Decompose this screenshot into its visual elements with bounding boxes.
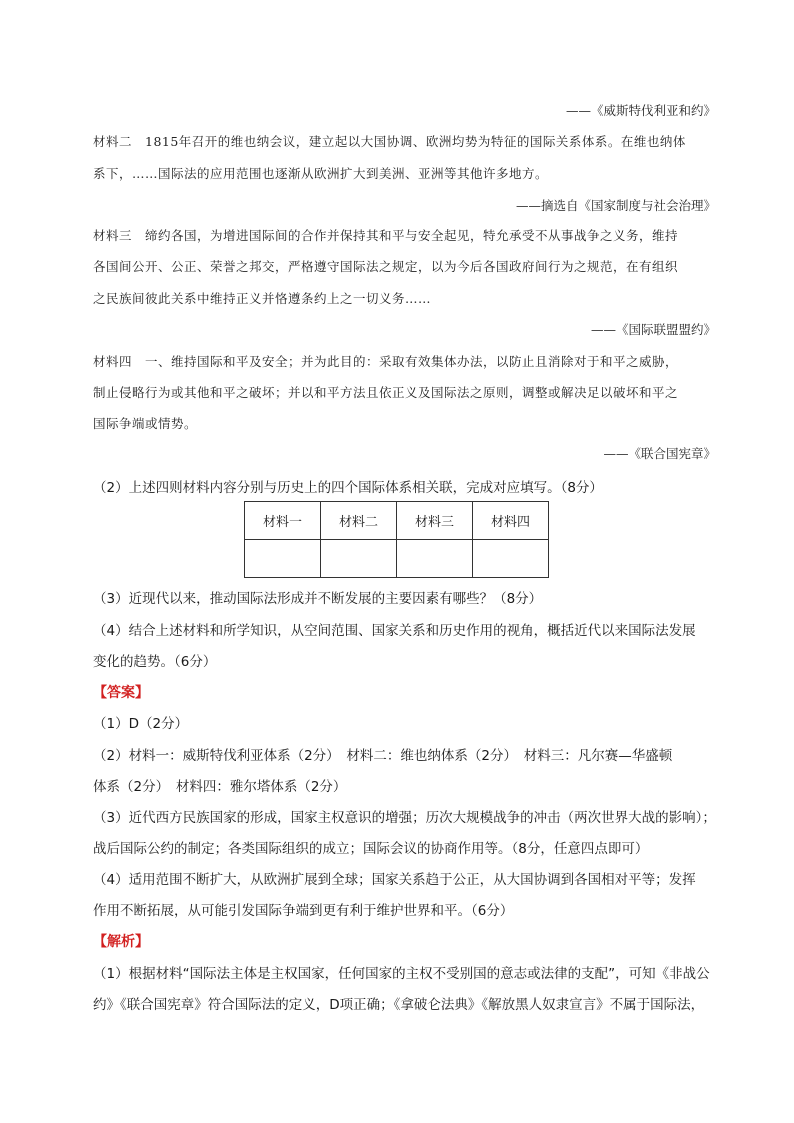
blank-cell[interactable] [245,540,321,578]
table-blank-row [245,540,549,578]
analysis-line1: （1）根据材料“国际法主体是主权国家，任何国家的主权不受别国的意志或法律的支配”，可知《非战公 [93,966,710,982]
answer-fill-table [244,501,549,578]
material2-line1: 材料二 1815年召开的维也纳会议，建立起以大国协调、欧洲均势为特征的国际关系体系。在维也纳体 [93,134,686,149]
question-4-line1: （4）结合上述材料和所学知识，从空间范围、国家关系和历史作用的视角，概括近代以来国际法发展 [93,623,696,639]
answer-4-line2: 作用不断拓展，从可能引发国际争端到更有利于维护世界和平。（6分） [93,903,514,919]
material3-source: ——《国际联盟盟约》 [590,322,716,337]
question-3: （3）近现代以来，推动国际法形成并不断发展的主要因素有哪些？（8分） [93,591,543,607]
table-header-cell: 材料三 [397,502,473,540]
answer-4-line1: （4）适用范围不断扩大，从欧洲扩展到全球；国家关系趋于公正，从大国协调到各国相对平等；发挥 [93,872,696,888]
answer-1: （1）D（2分） [93,716,189,732]
material3-line1: 材料三 缔约各国，为增进国际间的合作并保持其和平与安全起见，特允承受不从事战争之义务，维持 [93,228,679,243]
material4-line2: 制止侵略行为或其他和平之破坏；并以和平方法且依正义及国际法之原则，调整或解决足以破坏和平之 [93,385,679,400]
material3-line2: 各国间公开、公正、荣誉之邦交，严格遵守国际法之规定，以为今后各国政府间行为之规范，在有组织 [93,259,679,274]
question-2: （2）上述四则材料内容分别与历史上的四个国际体系相关联，完成对应填写。（8分） [93,480,603,496]
answer-3-line1: （3）近代西方民族国家的形成，国家主权意识的增强；历次大规模战争的冲击（两次世界大战的影响）； [93,810,716,826]
table-header-cell: 材料一 [245,502,321,540]
material2-line2: 系下，……国际法的应用范围也逐渐从欧洲扩大到美洲、亚洲等其他许多地方。 [93,166,549,181]
answer-3-line2: 战后国际公约的制定；各类国际组织的成立；国际会议的协商作用等。（8分，任意四点即可） [93,841,649,857]
answer-2-line1: （2）材料一：威斯特伐利亚体系（2分） 材料二：维也纳体系（2分） 材料三：凡尔赛—华盛顿 [93,748,673,764]
blank-cell[interactable] [397,540,473,578]
analysis-line2: 约》《联合国宪章》符合国际法的定义，D项正确；《拿破仑法典》《解放黑人奴隶宣言》不属于国际法， [93,997,705,1013]
material4-source: ——《联合国宪章》 [603,446,716,461]
table-header-cell: 材料四 [473,502,549,540]
table-header-row [245,502,549,540]
answer-2-line2: 体系（2分） 材料四：雅尔塔体系（2分） [93,779,347,795]
material4-line1: 材料四 一、维持国际和平及安全；并为此目的：采取有效集体办法，以防止且消除对于和平之威胁， [93,354,679,369]
table-header-cell: 材料二 [321,502,397,540]
material2-source: ——摘选自《国家制度与社会治理》 [515,198,716,213]
analysis-heading: 【解析】 [93,934,149,950]
material3-line3: 之民族间彼此关系中维持正义并恪遵条约上之一切义务…… [93,291,432,306]
blank-cell[interactable] [321,540,397,578]
material1-source: ——《威斯特伐利亚和约》 [565,103,716,118]
blank-cell[interactable] [473,540,549,578]
question-4-line2: 变化的趋势。（6分） [93,654,217,670]
answer-heading: 【答案】 [93,685,149,701]
material4-line3: 国际争端或情势。 [93,416,198,431]
